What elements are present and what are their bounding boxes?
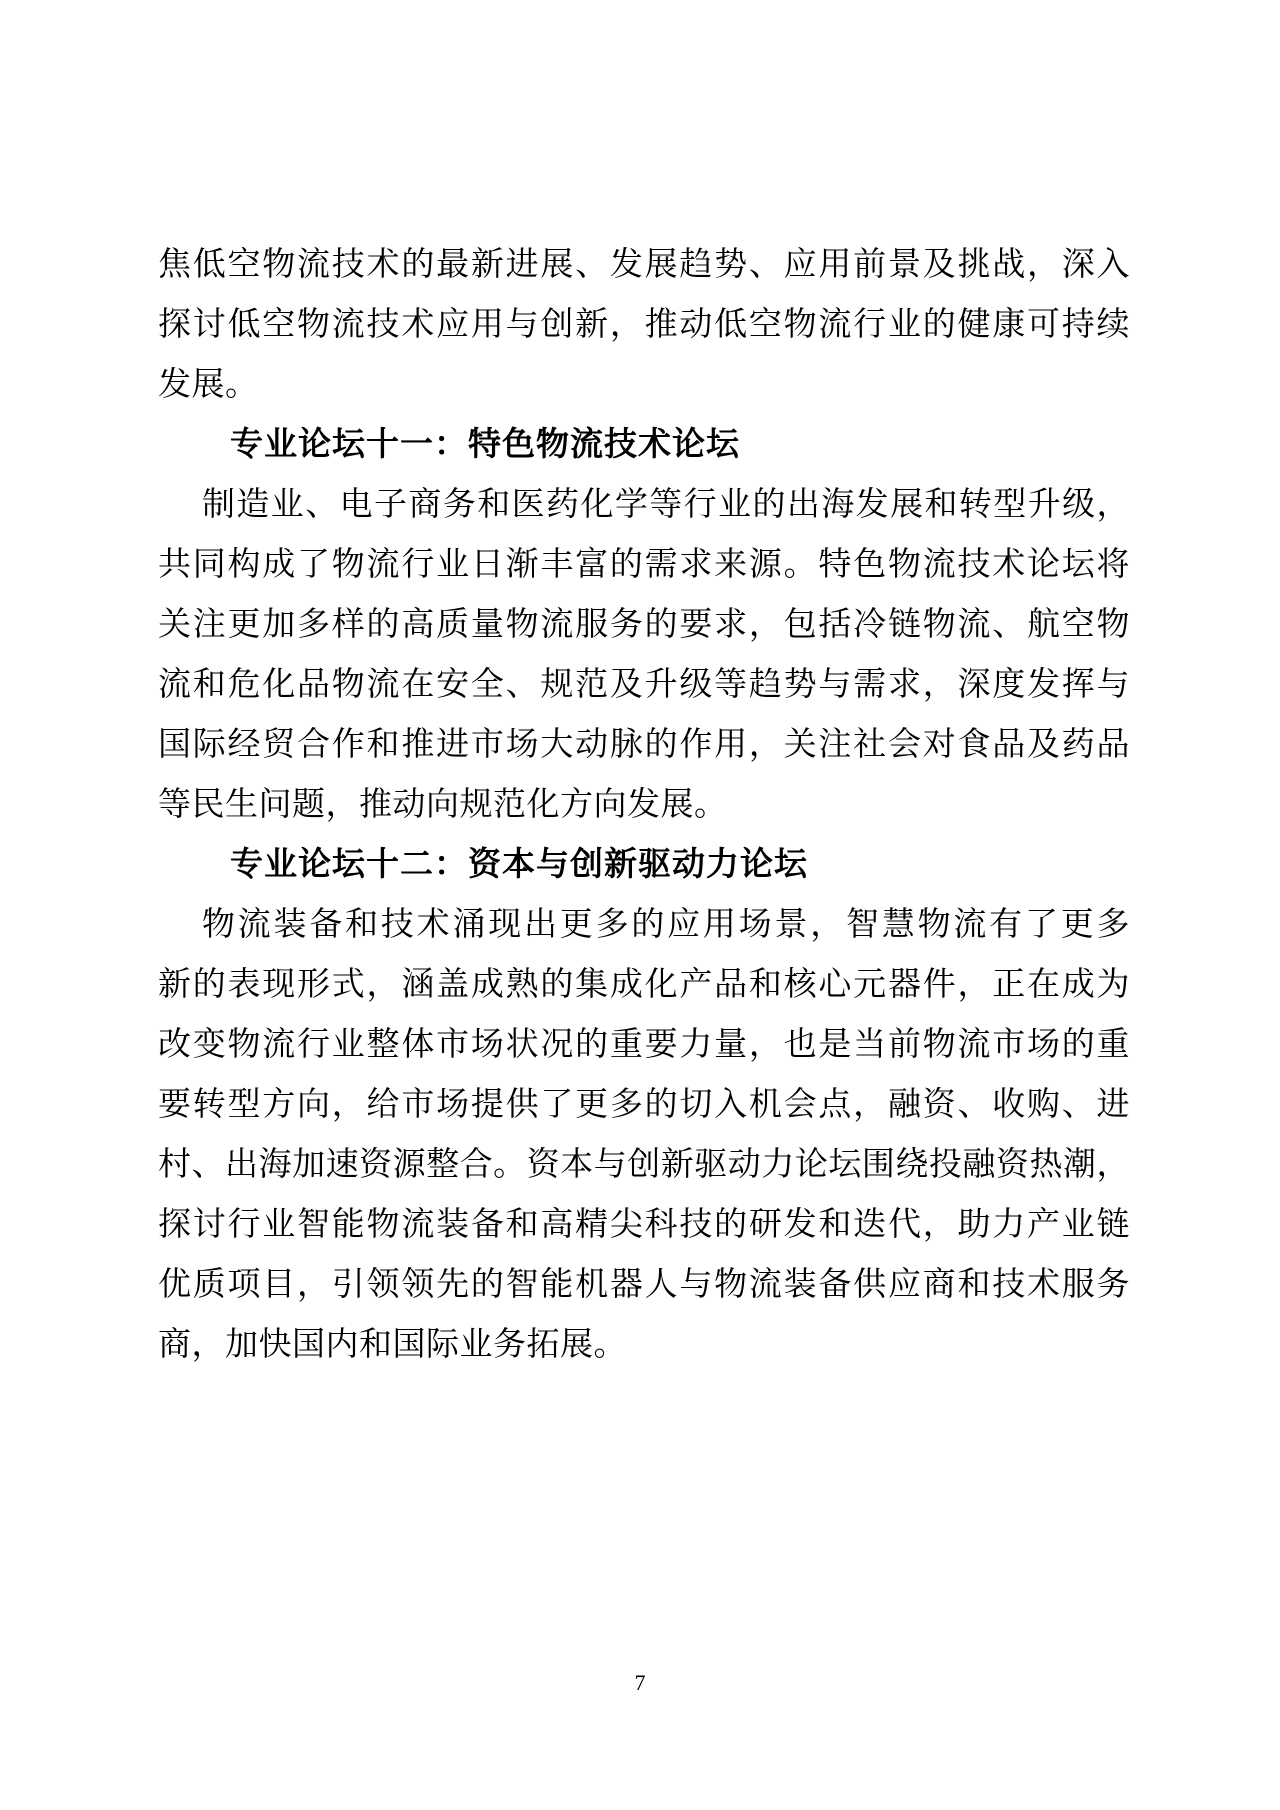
paragraph-low-altitude-logistics-continuation (158, 235, 1130, 415)
text-line: 商，加快国内和国际业务拓展。 (158, 1327, 627, 1363)
text-line: 流和危化品物流在安全、规范及升级等趋势与需求，深度发挥与 (158, 667, 1130, 703)
text-line: 村、出海加速资源整合。资本与创新驱动力论坛围绕投融资热潮， (158, 1147, 1130, 1183)
text-line: 等民生问题，推动向规范化方向发展。 (158, 787, 728, 823)
text-line: 制造业、电子商务和医药化学等行业的出海发展和转型升级， (202, 487, 1130, 523)
paragraph-forum-eleven-special-logistics (158, 475, 1130, 835)
page-content (158, 235, 1130, 1375)
paragraph-forum-twelve-capital-innovation (158, 895, 1130, 1375)
text-line: 新的表现形式，涵盖成熟的集成化产品和核心元器件，正在成为 (158, 967, 1130, 1003)
text-line: 共同构成了物流行业日渐丰富的需求来源。特色物流技术论坛将 (158, 547, 1130, 583)
text-line: 物流装备和技术涌现出更多的应用场景，智慧物流有了更多 (202, 907, 1130, 943)
text-line: 改变物流行业整体市场状况的重要力量，也是当前物流市场的重 (158, 1027, 1130, 1063)
text-line: 探讨行业智能物流装备和高精尖科技的研发和迭代，助力产业链 (158, 1207, 1130, 1243)
text-line: 焦低空物流技术的最新进展、发展趋势、应用前景及挑战，深入 (158, 247, 1130, 283)
text-line: 关注更加多样的高质量物流服务的要求，包括冷链物流、航空物 (158, 607, 1130, 643)
text-line: 要转型方向，给市场提供了更多的切入机会点，融资、收购、进 (158, 1087, 1130, 1123)
text-line: 国际经贸合作和推进市场大动脉的作用，关注社会对食品及药品 (158, 727, 1130, 763)
heading-forum-eleven: 专业论坛十一：特色物流技术论坛 (230, 427, 740, 463)
text-line: 探讨低空物流技术应用与创新，推动低空物流行业的健康可持续 (158, 307, 1130, 343)
text-line: 优质项目，引领领先的智能机器人与物流装备供应商和技术服务 (158, 1267, 1130, 1303)
page-number: 7 (634, 1670, 646, 1695)
heading-forum-twelve: 专业论坛十二：资本与创新驱动力论坛 (230, 847, 808, 883)
text-line: 发展。 (158, 367, 259, 403)
